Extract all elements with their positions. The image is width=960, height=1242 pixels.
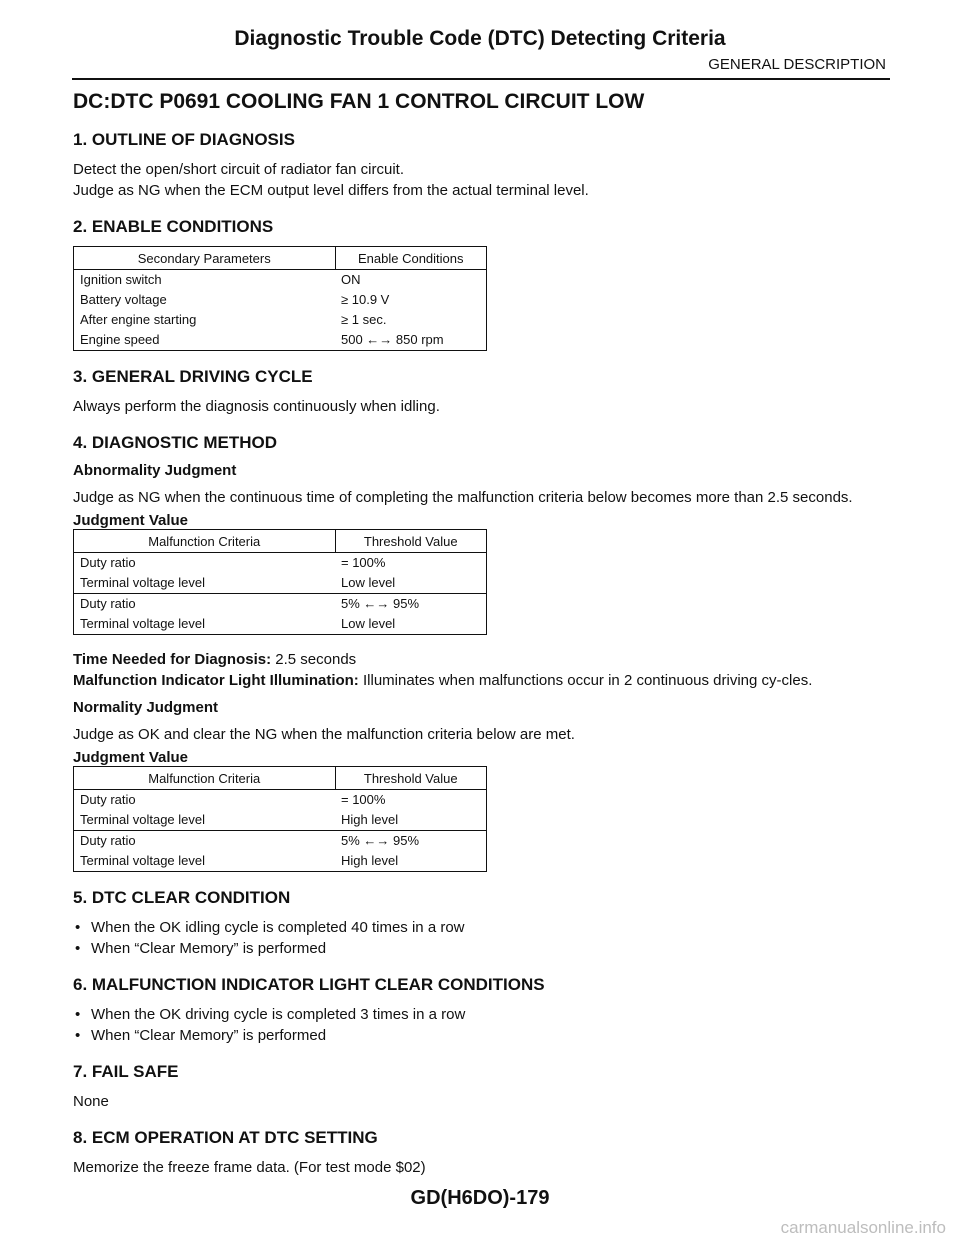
table-row [74,831,487,852]
table-cell: Low level [335,614,487,635]
table-cell: After engine starting [74,310,336,330]
page-header-title: Diagnostic Trouble Code (DTC) Detecting Criteria [234,27,726,50]
table-cell: = 100% [335,553,487,574]
section-driving-cycle-heading: 3. GENERAL DRIVING CYCLE [73,367,313,386]
normality-judgment-table [73,766,487,872]
judgment-value-label: Judgment Value [73,749,189,766]
table-cell: 5% ←→ 95% [335,594,487,615]
table-row [74,594,487,615]
table-cell: Duty ratio [74,831,336,852]
fail-safe-text: None [73,1093,109,1110]
table-cell: 500 ←→ 850 rpm [335,330,487,351]
table-cell: High level [335,851,487,872]
list-item: • When “Clear Memory” is performed [73,938,893,959]
watermark: carmanualsonline.info [780,1218,946,1237]
normality-judgment-text: Judge as OK and clear the NG when the malfunction criteria below are met. [73,726,575,743]
enable-conditions-table [73,246,487,351]
table-header: Threshold Value [335,767,487,790]
table-cell: High level [335,810,487,831]
table-row [74,614,487,635]
section-mil-clear-heading: 6. MALFUNCTION INDICATOR LIGHT CLEAR CONDITIONS [73,975,545,994]
page-number: GD(H6DO)-179 [410,1187,550,1209]
table-cell: 5% ←→ 95% [335,831,487,852]
section-fail-safe-heading: 7. FAIL SAFE [73,1062,179,1081]
table-cell: Terminal voltage level [74,810,336,831]
section-ecm-operation-heading: 8. ECM OPERATION AT DTC SETTING [73,1128,378,1147]
driving-cycle-text: Always perform the diagnosis continuously when idling. [73,398,440,415]
document-title: DC:DTC P0691 COOLING FAN 1 CONTROL CIRCUIT LOW [73,90,645,113]
mil-clear-list [73,1004,893,1046]
page-header-section: GENERAL DESCRIPTION [708,56,886,73]
table-row [74,810,487,831]
table-cell: ON [335,270,487,291]
table-cell: = 100% [335,790,487,811]
table-row [74,310,487,330]
section-diagnostic-method-heading: 4. DIAGNOSTIC METHOD [73,433,278,452]
table-row [74,851,487,872]
mil-illumination-label: Malfunction Indicator Light Illumination: [73,672,359,689]
outline-text [73,159,893,201]
dtc-clear-list [73,917,893,959]
table-cell: Duty ratio [74,790,336,811]
table-header: Enable Conditions [335,247,487,270]
outline-line-2: Judge as NG when the ECM output level differs from the actual terminal level. [73,182,589,199]
table-cell: Terminal voltage level [74,614,336,635]
table-header: Secondary Parameters [74,247,336,270]
ecm-operation-text: Memorize the freeze frame data. (For test mode $02) [73,1159,426,1176]
outline-line-1: Detect the open/short circuit of radiator fan circuit. [73,161,404,178]
document-body [73,90,893,1186]
table-cell: Ignition switch [74,270,336,291]
table-cell: Duty ratio [74,594,336,615]
list-item: • When “Clear Memory” is performed [73,1025,893,1046]
table-row [74,573,487,594]
table-cell: Terminal voltage level [74,573,336,594]
normality-judgment-heading: Normality Judgment [73,699,219,716]
abnormality-judgment-text: Judge as NG when the continuous time of completing the malfunction criteria below becomes more than 2.5 seconds. [73,489,853,506]
diagnosis-time-line [73,649,893,691]
judgment-value-label: Judgment Value [73,512,189,529]
table-cell: ≥ 1 sec. [335,310,487,330]
list-item: • When the OK driving cycle is completed 3 times in a row [73,1004,893,1025]
header-divider [72,78,890,80]
abnormality-judgment-table [73,529,487,635]
diagnosis-time-label: Time Needed for Diagnosis: [73,651,272,668]
table-cell: Engine speed [74,330,336,351]
mil-illumination-value: Illuminates when malfunctions occur in 2 continuous driving cy-cles. [362,672,813,689]
table-cell: Terminal voltage level [74,851,336,872]
diagnosis-time-value: 2.5 seconds [275,651,357,668]
table-header: Malfunction Criteria [74,767,336,790]
table-header: Malfunction Criteria [74,530,336,553]
abnormality-judgment-heading: Abnormality Judgment [73,462,237,479]
table-cell: Battery voltage [74,290,336,310]
table-row [74,330,487,351]
table-row [74,290,487,310]
table-row [74,790,487,811]
list-item: • When the OK idling cycle is completed 40 times in a row [73,917,893,938]
table-header: Threshold Value [335,530,487,553]
section-dtc-clear-heading: 5. DTC CLEAR CONDITION [73,888,291,907]
table-row [74,270,487,291]
section-enable-heading: 2. ENABLE CONDITIONS [73,217,274,236]
table-cell: ≥ 10.9 V [335,290,487,310]
section-outline-heading: 1. OUTLINE OF DIAGNOSIS [73,130,295,149]
table-cell: Duty ratio [74,553,336,574]
table-cell: Low level [335,573,487,594]
table-row [74,553,487,574]
